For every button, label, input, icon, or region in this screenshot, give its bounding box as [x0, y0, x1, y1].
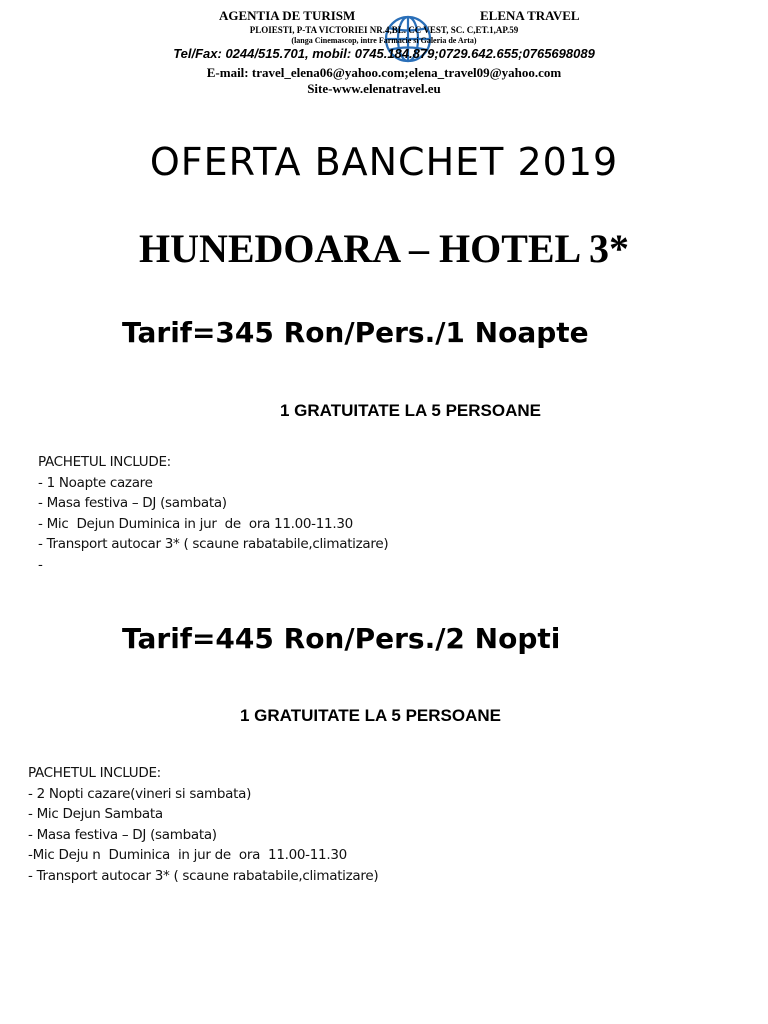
list-item: - 1 Noapte cazare — [38, 474, 153, 491]
list-item: - 2 Nopti cazare(vineri si sambata) — [28, 785, 252, 802]
list-item: - Transport autocar 3* ( scaune rabatabile,climatizare) — [28, 867, 379, 884]
agency-phones: Tel/Fax: 0244/515.701, mobil: 0745.184.879;0729.642.655;0765698089 — [173, 46, 595, 61]
agency-label: AGENTIA DE TURISM — [219, 8, 356, 23]
list-item: - Mic Dejun Sambata — [28, 806, 163, 822]
agency-website[interactable]: Site-www.elenatravel.eu — [307, 81, 441, 96]
list-item: - — [38, 556, 43, 573]
list-item: - Mic Dejun Duminica in jur de ora 11.00-11.30 — [38, 515, 353, 532]
list-item: -Mic Deju n Duminica in jur de ora 11.00-11.30 — [28, 847, 347, 863]
tariff-one-night: Tarif=345 Ron/Pers./1 Noapte — [122, 316, 589, 349]
agency-address: PLOIESTI, P-TA VICTORIEI NR.4,BL. CC VEST, SC. C,ET.1,AP.59 — [249, 25, 519, 35]
package-heading: PACHETUL INCLUDE: — [28, 765, 161, 781]
list-item: - Masa festiva – DJ (sambata) — [28, 826, 217, 843]
agency-brand: ELENA TRAVEL — [480, 8, 580, 23]
package-includes-list — [28, 763, 378, 886]
agency-landmark: (langa Cinemascop, intre Farmacie si Galeria de Arta) — [291, 36, 477, 45]
agency-email[interactable]: E-mail: travel_elena06@yahoo.com;elena_travel09@yahoo.com — [206, 65, 562, 80]
list-item: - Masa festiva – DJ (sambata) — [38, 495, 227, 511]
hotel-title: HUNEDOARA – HOTEL 3* — [138, 226, 630, 271]
package-includes-list — [38, 452, 388, 575]
tariff-two-nights: Tarif=445 Ron/Pers./2 Nopti — [122, 622, 561, 655]
list-item: - Transport autocar 3* ( scaune rabatabile,climatizare) — [38, 536, 389, 552]
free-place-note: 1 GRATUITATE LA 5 PERSOANE — [280, 401, 542, 420]
free-place-note: 1 GRATUITATE LA 5 PERSOANE — [240, 706, 502, 725]
offer-title: OFERTA BANCHET 2019 — [149, 140, 619, 184]
package-heading: PACHETUL INCLUDE: — [38, 454, 171, 470]
